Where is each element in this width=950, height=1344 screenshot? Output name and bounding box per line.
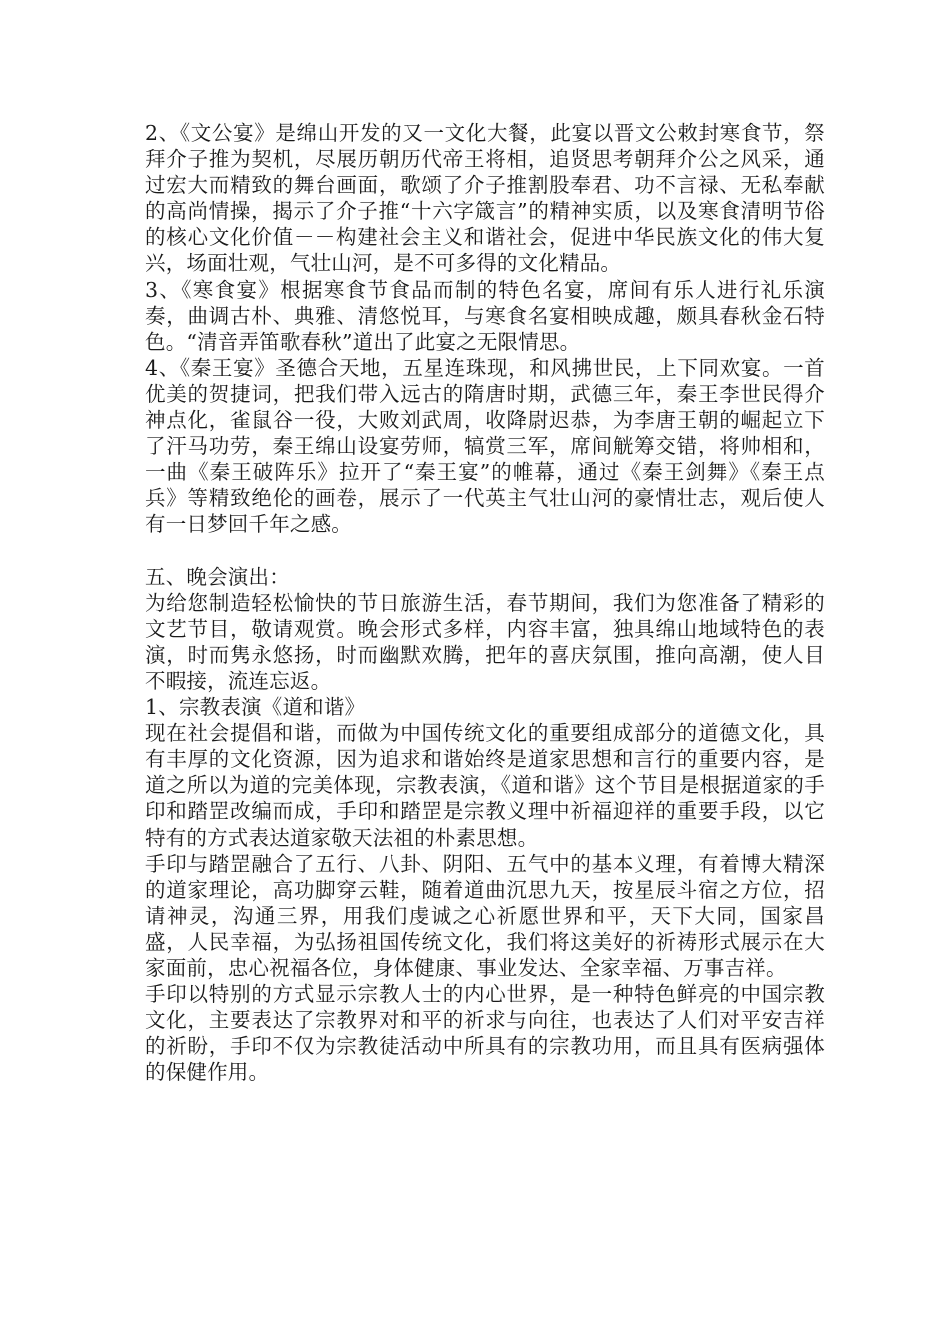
subheading-religious-performance: 1、宗教表演《道和谐》 [145,695,366,720]
paragraph-qinwang-banquet: 4、《秦王宴》圣德合天地，五星连珠现，和风拂世民，上下同欢宴。一首优美的贺捷词，把我们带入远古的隋唐时期，武德三年，秦王李世民得介神点化，雀鼠谷一役，大败刘武周，收降尉迟恭，为李唐王朝的崛起立下了汗马功劳，秦王绵山设宴劳师，犒赏三军，席间觥筹交错，将帅相和，一曲《秦王破阵乐》拉开了“秦王宴”的帷幕，通过《秦王剑舞》《秦王点兵》等精致绝伦的画卷，展示了一代英主气壮山河的豪情壮志，观后使人有一日梦回千年之感。 [145,355,825,537]
blank-line [145,538,825,564]
paragraph-evening-intro: 为给您制造轻松愉快的节日旅游生活，春节期间，我们为您准备了精彩的文艺节目，敬请观赏。晚会形式多样，内容丰富，独具绵山地域特色的表演，时而隽永悠扬，时而幽默欢腾，把年的喜庆氛围，推向高潮，使人目不暇接，流连忘返。 [145,590,825,693]
paragraph-mudra-culture: 手印以特别的方式显示宗教人士的内心世界，是一种特色鲜亮的中国宗教文化，主要表达了宗教界对和平的祈求与向往，也表达了人们对平安吉祥的祈盼，手印不仅为宗教徒活动中所具有的宗教功用，而且具有医病强体的保健作用。 [145,982,825,1085]
section-heading-evening-show: 五、晚会演出： [145,564,290,589]
paragraph-hanshi-banquet: 3、《寒食宴》根据寒食节食品而制的特色名宴，席间有乐人进行礼乐演奏，曲调古朴、典雅、清悠悦耳，与寒食名宴相映成趣，颇具春秋金石特色。“清音弄笛歌春秋”道出了此宴之无限情思。 [145,277,825,354]
paragraph-dao-harmony: 现在社会提倡和谐，而做为中国传统文化的重要组成部分的道德文化，具有丰厚的文化资源，因为追求和谐始终是道家思想和言行的重要内容，是道之所以为道的完美体现，宗教表演，《道和谐》这个节目是根据道家的手印和踏罡改编而成，手印和踏罡是宗教义理中祈福迎祥的重要手段，以它特有的方式表达道家敬天法祖的朴素思想。 [145,721,825,850]
paragraph-mudra-steps: 手印与踏罡融合了五行、八卦、阴阳、五气中的基本义理，有着博大精深的道家理论，高功脚穿云鞋，随着道曲沉思九天，按星辰斗宿之方位，招请神灵，沟通三界，用我们虔诚之心祈愿世界和平，天下大同，国家昌盛，人民幸福，为弘扬祖国传统文化，我们将这美好的祈祷形式展示在大家面前，忠心祝福各位，身体健康、事业发达、全家幸福、万事吉祥。 [145,851,825,980]
paragraph-wengong-banquet: 2、《文公宴》是绵山开发的又一文化大餐，此宴以晋文公敕封寒食节，祭拜介子推为契机，尽展历朝历代帝王将相，追贤思考朝拜介公之风采，通过宏大而精致的舞台画面，歌颂了介子推割股奉君、功不言禄、无私奉献的高尚情操，揭示了介子推“十六字箴言”的精神实质，以及寒食清明节俗的核心文化价值－－构建社会主义和谐社会，促进中华民族文化的伟大复兴，场面壮观，气壮山河，是不可多得的文化精品。 [145,121,825,276]
document-body [145,120,825,1085]
